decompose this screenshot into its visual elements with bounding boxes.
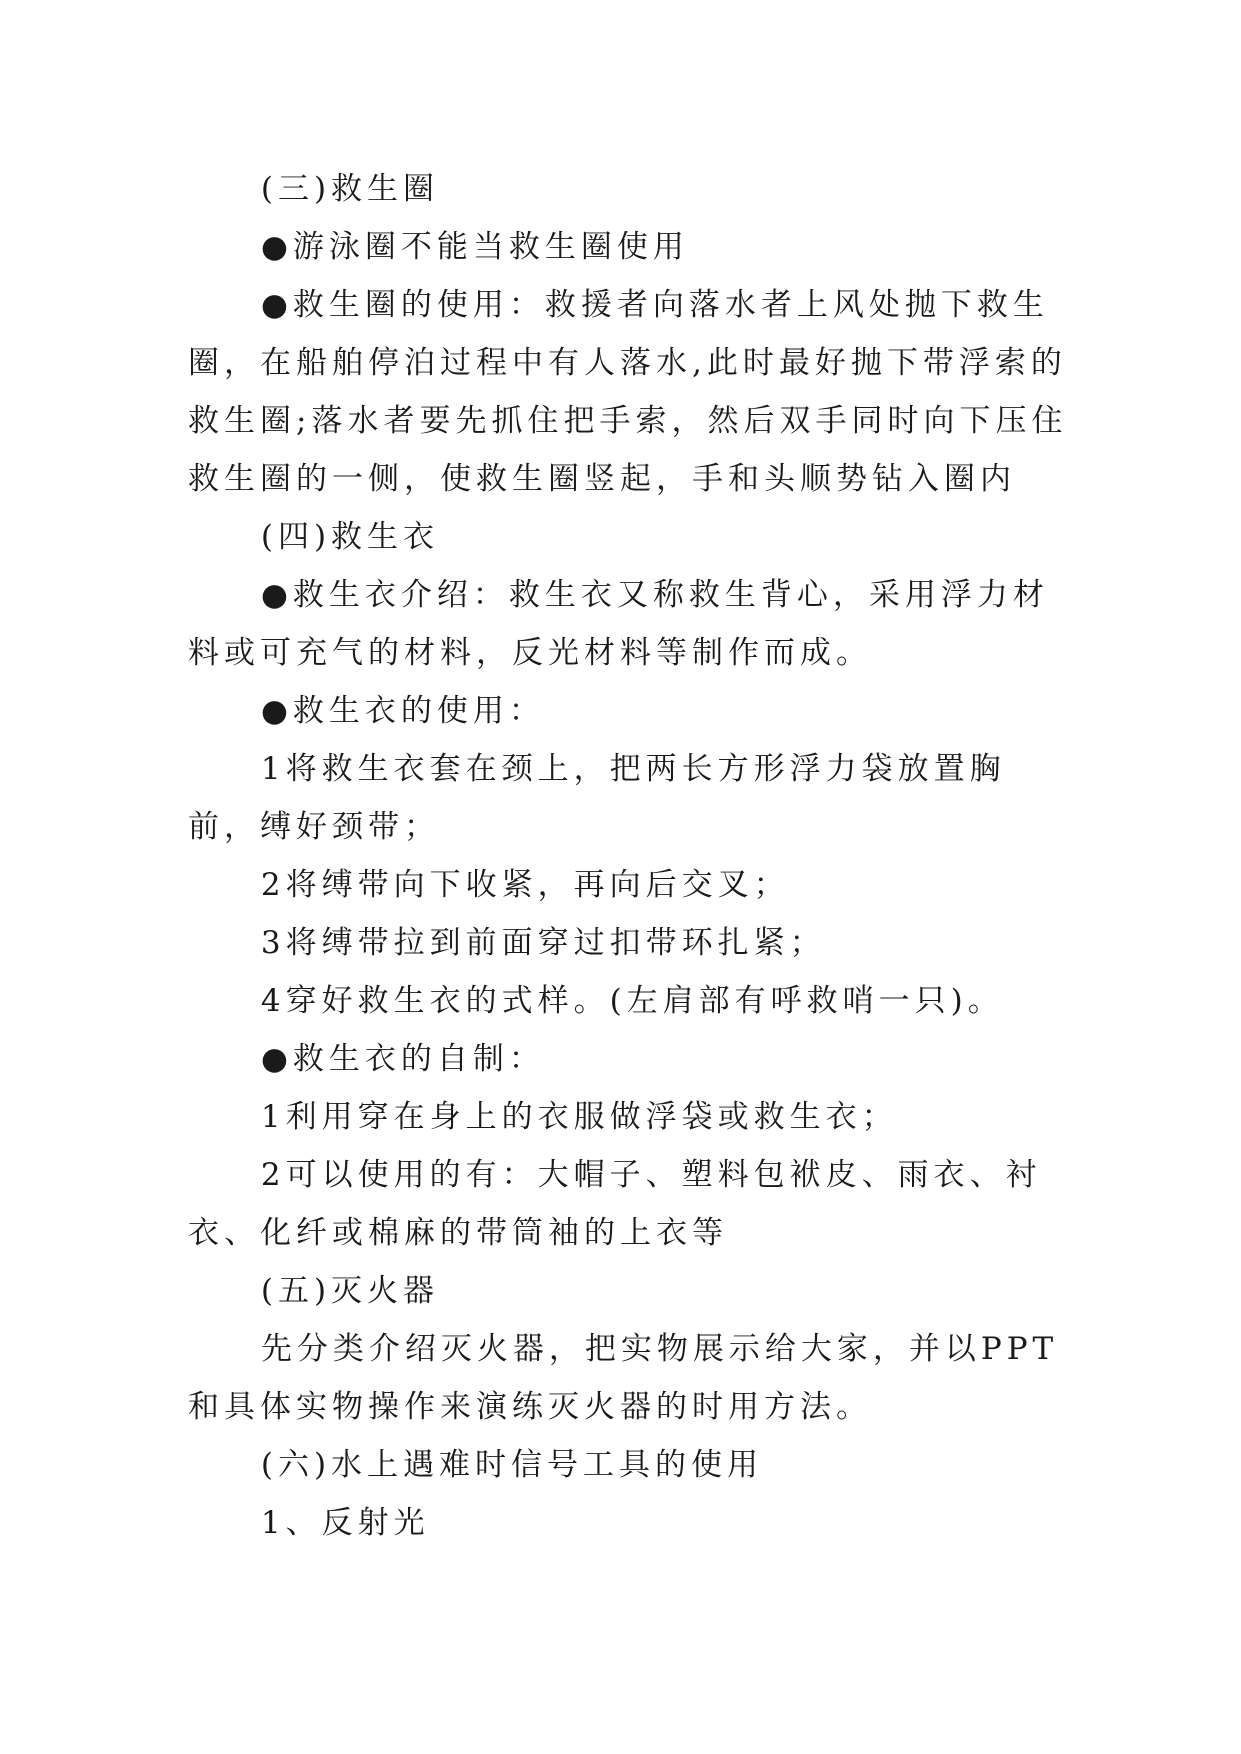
numbered-paragraph: 2可以使用的有：大帽子、塑料包袱皮、雨衣、衬衣、化纤或棉麻的带筒袖的上衣等	[188, 1157, 1042, 1251]
section-heading-fire-extinguisher: (五)灭火器	[260, 1273, 440, 1309]
document-body	[188, 160, 1068, 1552]
section-heading-lifebuoy: (三)救生圈	[260, 171, 440, 207]
bullet-paragraph: ●救生衣介绍：救生衣又称救生背心，采用浮力材料或可充气的材料，反光材料等制作而成。	[188, 577, 1049, 671]
numbered-paragraph: 1将救生衣套在颈上，把两长方形浮力袋放置胸前，缚好颈带；	[188, 751, 1006, 845]
numbered-paragraph: 4穿好救生衣的式样。(左肩部有呼救哨一只)。	[260, 983, 1004, 1019]
body-paragraph: 先分类介绍灭火器，把实物展示给大家，并以PPT和具体实物操作来演练灭火器的时用方法。	[188, 1331, 1059, 1425]
numbered-paragraph: 1利用穿在身上的衣服做浮袋或救生衣；	[260, 1099, 898, 1135]
numbered-paragraph: 3将缚带拉到前面穿过扣带环扎紧；	[260, 925, 826, 961]
bullet-paragraph: ●救生衣的自制：	[260, 1041, 545, 1077]
bullet-paragraph: ●救生圈的使用：救援者向落水者上风处抛下救生圈，在船舶停泊过程中有人落水,此时最好抛下带浮索的救生圈;落水者要先抓住把手索，然后双手同时向下压住救生圈的一侧，使救生圈竖起，手和头顺势钻入圈内	[188, 287, 1068, 497]
bullet-paragraph: ●救生衣的使用：	[260, 693, 545, 729]
section-heading-life-jacket: (四)救生衣	[260, 519, 440, 555]
section-heading-signal-tools: (六)水上遇难时信号工具的使用	[260, 1447, 764, 1483]
bullet-paragraph: ●游泳圈不能当救生圈使用	[260, 229, 689, 265]
numbered-paragraph: 2将缚带向下收紧，再向后交叉；	[260, 867, 790, 903]
numbered-paragraph: 1、反射光	[260, 1505, 430, 1541]
